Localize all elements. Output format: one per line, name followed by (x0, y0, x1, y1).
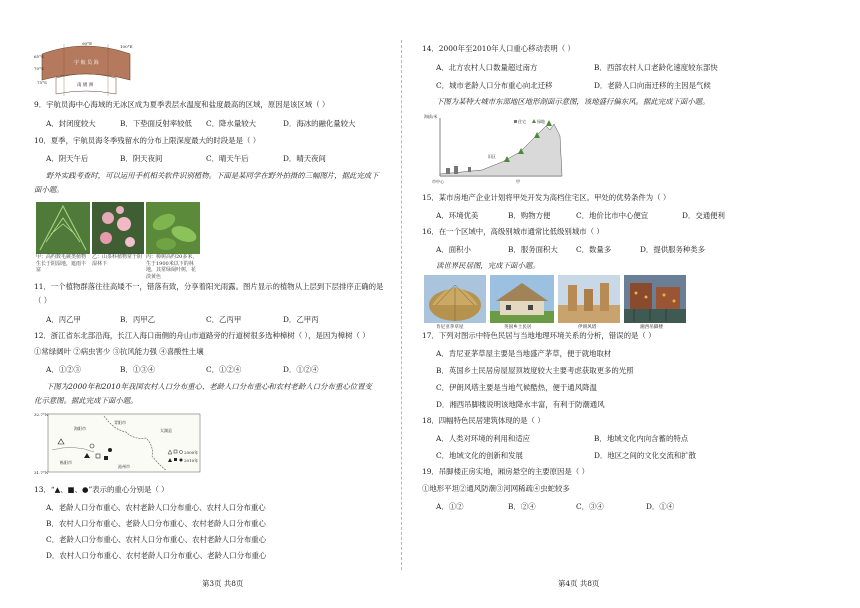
question-18: 18．四幅特色民居建筑体现的是（ ） (422, 416, 545, 425)
map2-lat-bot: 31.7°N (34, 470, 49, 475)
terrain-legend-green: 绿地 (537, 119, 545, 124)
q13-option-b[interactable]: B．农村人口分布重心、老龄人口分布重心、农村老龄人口分布重心 (46, 519, 266, 528)
q11-option-b[interactable]: B．丙甲乙 (120, 315, 155, 324)
q12-option-d[interactable]: D．①②④ (283, 365, 319, 374)
terrain-x-mid: 甲 (516, 179, 520, 184)
q15-option-d[interactable]: D．交通便利 (682, 211, 725, 220)
q12-option-c[interactable]: C．①②④ (206, 365, 242, 374)
question-15: 15．某市房地产企业计划将甲处开发为高档住宅区。甲处的优势条件为（ ） (422, 193, 671, 202)
astronaut-sea-map (34, 40, 138, 98)
map2-city4: 池州市 (118, 464, 130, 469)
q14-option-d[interactable]: D．老龄人口向南迁移的主因是气候 (594, 81, 711, 90)
map2-city3: 枞阳市 (60, 460, 72, 465)
map2-legend-2010: 2010年 (184, 458, 199, 463)
terrain-x-start: 市中心 (432, 179, 444, 184)
map-label-lat: 65°S (34, 54, 44, 59)
map-label-land: 南 极 洲 (77, 83, 94, 88)
q19-option-c[interactable]: C．③④ (576, 502, 604, 511)
q9-option-b[interactable]: B．下垫面反射率较低 (120, 119, 192, 128)
map-label-lat: 75°S (37, 80, 47, 85)
q10-option-b[interactable]: B．阴天夜间 (120, 154, 163, 163)
q15-option-a[interactable]: A．环境优美 (436, 211, 479, 220)
q13-option-c[interactable]: C．老龄人口分布重心、农村人口分布重心、农村老龄人口分布重心 (46, 535, 266, 544)
terrain-ylabel: 海拔/米 (424, 114, 438, 119)
question-11-line1: 11．一个植物群落往往高矮不一，错落有致，分享着阳光雨露。图片显示的植物从上层到下层排序正确的是 (34, 282, 384, 291)
intro-pop-line2: 化示意图。据此完成下面小题。 (34, 396, 138, 405)
q16-option-d[interactable]: D．提供服务种类多 (640, 245, 706, 254)
question-13: 13．“▲、■、●”表示的重心分别是（ ） (34, 485, 169, 494)
house-caption-iran: 伊朗风塔 (578, 325, 597, 330)
map2-city5: 太湖县 (160, 428, 172, 433)
map-label-lon: 100°E (120, 44, 133, 49)
plant-caption-yi: 乙：山茶科植物常于阴湿林下 (92, 254, 143, 267)
q17-option-d[interactable]: D．湘西吊脚楼说明该地降水丰富，有利于防潮通风 (436, 400, 605, 409)
q16-option-b[interactable]: B．服务面积大 (508, 245, 558, 254)
intro-terrain: 下图为某特大城市东部地区地形剖面示意图，该地盛行偏东风。据此完成下面小题。 (436, 97, 710, 106)
question-17: 17．下列对图示中特色民居与当地地理环境关系的分析，错误的是（ ） (422, 331, 656, 340)
map2-lat-top: 32.7°N (34, 412, 49, 417)
q18-option-b[interactable]: B．地域文化内向含蓄的特点 (594, 434, 689, 443)
intro-pop-line1: 下图为2000年和2010年我国农村人口分布重心、老龄人口分布重心和农村老龄人口分布重心位置变 (46, 382, 372, 391)
q13-option-d[interactable]: D．农村人口分布重心、农村老龄人口分布重心、老龄人口分布重心 (46, 551, 267, 560)
page-footer-3: 第3页 共8页 (202, 579, 244, 588)
map-label-sea: 宇 航 员 海 (74, 60, 99, 66)
page-footer-4: 第4页 共8页 (558, 579, 600, 588)
plant-caption-bing: 丙：樟树高约20多米，生于1900米以下的林地，其常绿阔叶树，花淡黄色 (146, 254, 198, 280)
map2-city1: 海阳市 (74, 426, 86, 431)
question-14: 14．2000年至2010年人口重心移动表明（ ） (422, 44, 575, 53)
q15-option-b[interactable]: B．购物方便 (508, 211, 551, 220)
map2-city2: 青阳市 (114, 420, 126, 425)
q12-option-b[interactable]: B．①③④ (120, 365, 155, 374)
plant-photos (36, 202, 200, 280)
q9-option-d[interactable]: D．海冰的融化量较大 (283, 119, 356, 128)
q13-option-a[interactable]: A．老龄人口分布重心、农村老龄人口分布重心、农村人口分布重心 (46, 503, 266, 512)
q11-option-d[interactable]: D．乙甲丙 (283, 315, 319, 324)
q17-option-a[interactable]: A．肯尼亚茅草屋主要是当地盛产茅草，便于就地取材 (436, 349, 612, 358)
q9-option-a[interactable]: A．封闭度较大 (46, 119, 96, 128)
q14-option-b[interactable]: B．西部农村人口老龄化速度较东部快 (594, 63, 718, 72)
terrain-area-label: 旧区 (488, 154, 496, 159)
question-9: 9．宇航员海中心海域的无冰区成为夏季表层水温度和盐度最高的区域，原因是该区域（ ） (34, 100, 330, 109)
q18-option-a[interactable]: A．人类对环境的利用和适应 (436, 434, 531, 443)
question-11-line2: （ ） (34, 296, 52, 305)
q9-option-c[interactable]: C．降水量较大 (206, 119, 256, 128)
q14-option-c[interactable]: C．城市老龄人口分布重心向北迁移 (436, 81, 553, 90)
q19-option-d[interactable]: D．①④ (646, 502, 675, 511)
q19-option-a[interactable]: A．①② (436, 502, 464, 511)
question-19: 19．吊脚楼正房实地，厢房悬空的主要原因是（ ） (422, 467, 589, 476)
terrain-profile-chart (422, 112, 566, 186)
q18-option-c[interactable]: C．地域文化的创新和发展 (436, 451, 523, 460)
q10-option-a[interactable]: A．阴天午后 (46, 154, 89, 163)
plant-caption-jia: 甲：高约数毛蕨类植物生长于阴湿地，遮雨丰富 (36, 254, 87, 273)
question-10: 10．夏季，宇航员海冬季残留水的分布上限深度最大的时段是是（ ） (34, 136, 261, 145)
house-caption-kenya: 肯尼亚茅草屋 (436, 325, 464, 330)
q19-items: ①地形平坦②通风防潮③河网稀疏④虫蛇较多 (422, 484, 570, 493)
house-caption-xiangxi: 湘西吊脚楼 (640, 325, 663, 330)
q19-option-b[interactable]: B．②④ (508, 502, 536, 511)
map-label-lon: 90°E (82, 41, 93, 46)
q16-option-a[interactable]: A．面积小 (436, 245, 471, 254)
question-16: 16．在一个区域中，高级别城市通常比低级别城市（ ） (422, 227, 604, 236)
house-caption-england: 英国乡土民居 (504, 325, 532, 330)
q18-option-d[interactable]: D．地区之间的文化交流和扩散 (594, 451, 697, 460)
q12-items: ①常绿阔叶 ②病虫害少 ③抗风能力强 ④喜酸性土壤 (34, 347, 204, 356)
q12-option-a[interactable]: A．①②③ (46, 365, 81, 374)
q17-option-b[interactable]: B．英国乡土民居房屋屋顶坡度较大主要考虑获取更多的光照 (436, 366, 634, 375)
intro-houses: 读世界民居图，完成下面小题。 (436, 261, 540, 270)
intro-plants-line1: 野外实践考查时，可以运用手机相关软件识别植物。下面是某同学在野外拍摄的三幅图片，据此完成下 (46, 171, 379, 180)
population-centroid-map (34, 410, 204, 476)
q15-option-c[interactable]: C．地价比市中心便宜 (576, 211, 649, 220)
intro-plants-line2: 面小题。 (34, 185, 64, 194)
q14-option-a[interactable]: A．北方农村人口数量超过南方 (436, 63, 538, 72)
q11-option-c[interactable]: C．乙丙甲 (206, 315, 242, 324)
dwelling-photos (424, 275, 686, 331)
page-divider (401, 40, 402, 570)
q10-option-d[interactable]: D．晴天夜间 (283, 154, 326, 163)
terrain-legend-house: 住宅 (518, 119, 526, 124)
q17-option-c[interactable]: C．伊朗风塔主要是当地气候酷热，便于通风降温 (436, 383, 597, 392)
q11-option-a[interactable]: A．丙乙甲 (46, 315, 81, 324)
q10-option-c[interactable]: C．晴天午后 (206, 154, 249, 163)
q16-option-c[interactable]: C．数量多 (576, 245, 612, 254)
map-label-lat: 70°S (34, 66, 44, 71)
question-12: 12．浙江省东北部沿海，长江入海口南侧的舟山市道路旁的行道树很多选种樟树（ ），是因为樟树（ ） (34, 331, 370, 340)
map2-legend-2000: 2000年 (184, 450, 199, 455)
